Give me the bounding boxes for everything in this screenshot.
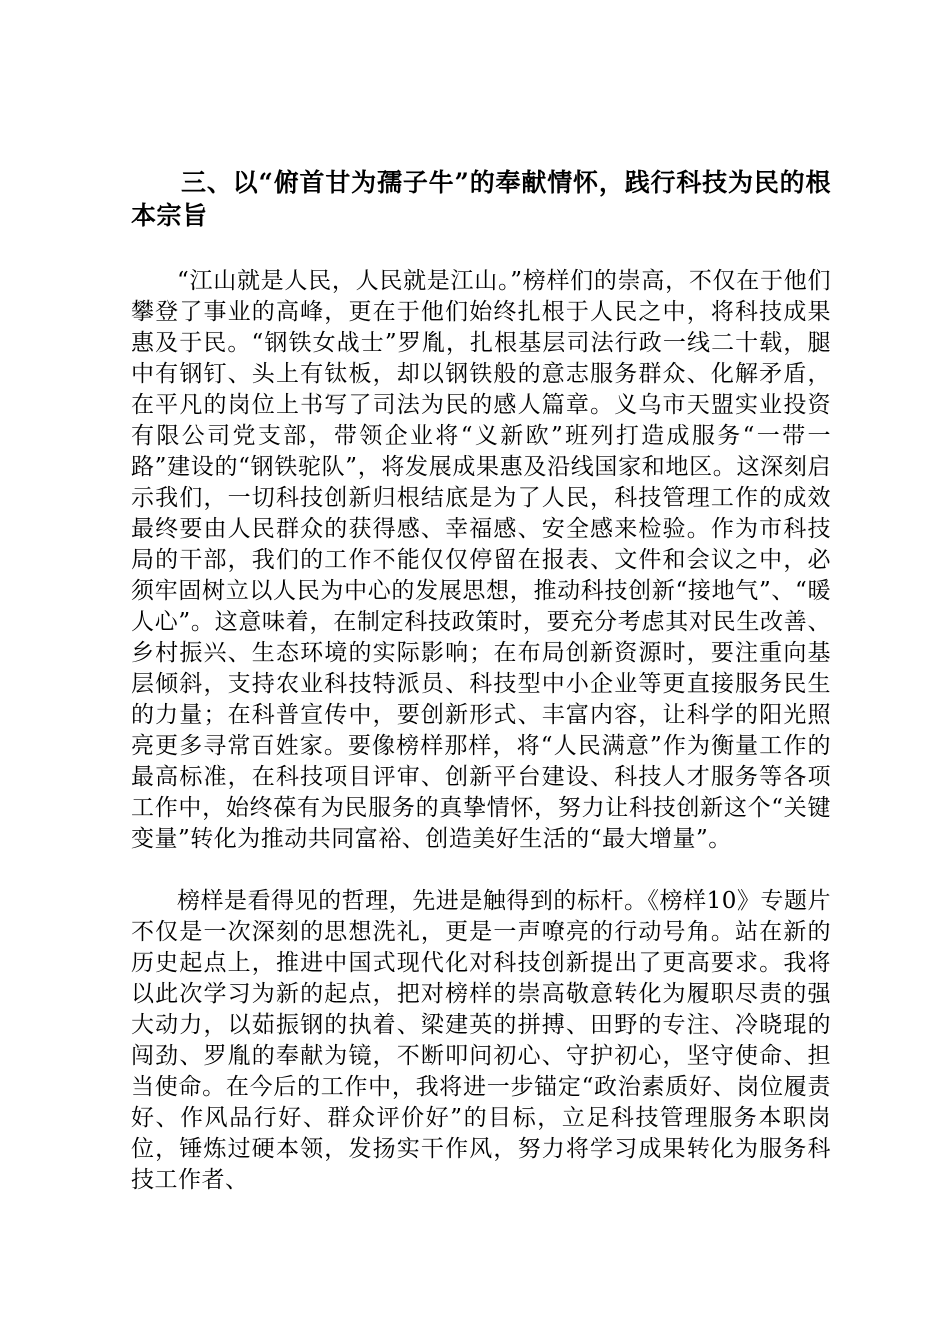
document-body bbox=[131, 166, 831, 1196]
section-heading: 三、以“俯首甘为孺子牛”的奉献情怀，践行科技为民的根本宗旨 bbox=[131, 168, 831, 230]
paragraph-people-centered: “江山就是人民，人民就是江山。”榜样们的崇高，不仅在于他们攀登了事业的高峰，更在于他们始终扎根于人民之中，将科技成果惠及于民。“钢铁女战士”罗胤，扎根基层司法行政一线二十载，腿中有钢钉、头上有钛板，却以钢铁般的意志服务群众、化解矛盾，在平凡的岗位上书写了司法为民的感人篇章。义乌市天盟实业投资有限公司党支部，带领企业将“义新欧”班列打造成服务“一带一路”建设的“钢铁驼队”，将发展成果惠及沿线国家和地区。这深刻启示我们，一切科技创新归根结底是为了人民，科技管理工作的成效最终要由人民群众的获得感、幸福感、安全感来检验。作为市科技局的干部，我们的工作不能仅仅停留在报表、文件和会议之中，必须牢固树立以人民为中心的发展思想，推动科技创新“接地气”、“暖人心”。这意味着，在制定科技政策时，要充分考虑其对民生改善、乡村振兴、生态环境的实际影响；在布局创新资源时，要注重向基层倾斜，支持农业科技特派员、科技型中小企业等更直接服务民生的力量；在科普宣传中，要创新形式、丰富内容，让科学的阳光照亮更多寻常百姓家。要像榜样那样，将“人民满意”作为衡量工作的最高标准，在科技项目评审、创新平台建设、科技人才服务等各项工作中，始终葆有为民服务的真挚情怀，努力让科技创新这个“关键变量”转化为推动共同富裕、创造美好生活的“最大增量”。 bbox=[131, 268, 831, 852]
paragraph-conclusion: 榜样是看得见的哲理，先进是触得到的标杆。《榜样10》专题片不仅是一次深刻的思想洗礼，更是一声嘹亮的行动号角。站在新的历史起点上，推进中国式现代化对科技创新提出了更高要求。我将以此次学习为新的起点，把对榜样的崇高敬意转化为履职尽责的强大动力，以茹振钢的执着、梁建英的拼搏、田野的专注、冷晓琨的闯劲、罗胤的奉献为镜，不断叩问初心、守护初心，坚守使命、担当使命。在今后的工作中，我将进一步锚定“政治素质好、岗位履责好、作风品行好、群众评价好”的目标，立足科技管理服务本职岗位，锤炼过硬本领，发扬实干作风，努力将学习成果转化为服务科技工作者、 bbox=[131, 888, 831, 1193]
